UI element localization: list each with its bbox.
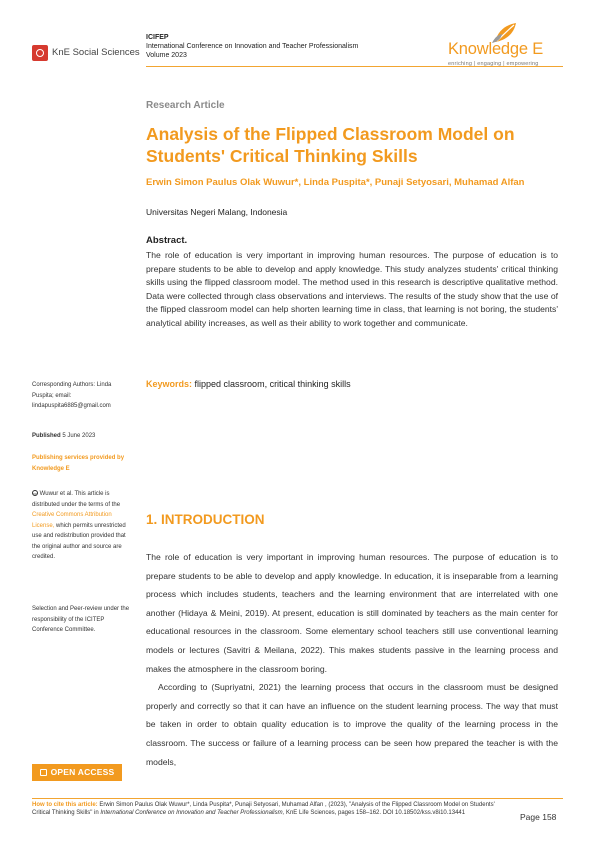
kne-social-sciences-logo bbox=[32, 43, 140, 63]
kne-logo-icon bbox=[32, 45, 48, 61]
section-heading-introduction: 1. INTRODUCTION bbox=[146, 512, 265, 527]
conference-header bbox=[146, 33, 358, 60]
knowledge-e-logo-text: Knowledge E bbox=[448, 40, 544, 58]
citation-footer bbox=[32, 801, 512, 817]
open-access-label: OPEN ACCESS bbox=[50, 767, 115, 777]
article-title: Analysis of the Flipped Classroom Model on Students' Critical Thinking Skills bbox=[146, 124, 515, 166]
knowledge-e-tagline: enriching | engaging | empowering bbox=[448, 61, 539, 67]
keywords-label: Keywords: bbox=[146, 379, 193, 389]
corresponding-email[interactable]: lindapuspita6885@gmail.com bbox=[32, 403, 111, 409]
publishing-services: Publishing services provided by Knowledge E bbox=[32, 455, 125, 472]
corresponding-author bbox=[32, 380, 132, 412]
knowledge-e-logo bbox=[446, 22, 566, 72]
keywords-list: flipped classroom, critical thinking skills bbox=[194, 379, 351, 389]
open-access-badge bbox=[32, 764, 122, 781]
article-type: Research Article bbox=[146, 100, 225, 111]
conference-acronym: ICIFEP bbox=[146, 34, 169, 41]
article-authors: Erwin Simon Paulus Olak Wuwur*, Linda Puspita*, Punaji Setyosari, Muhamad Alfan bbox=[146, 177, 525, 188]
license-link[interactable]: Creative Commons Attribution License, bbox=[32, 512, 112, 529]
author-affiliation: Universitas Negeri Malang, Indonesia bbox=[146, 207, 288, 217]
citation-tail: KnE Life Sciences, pages 158–162. DOI 10.18502/kss.v8i10.13441 bbox=[285, 810, 466, 816]
peer-review-note: Selection and Peer-review under the responsibility of the ICITEP Conference Committee. bbox=[32, 606, 130, 633]
published-date bbox=[32, 431, 132, 442]
footer-divider bbox=[32, 798, 563, 799]
license-text-continued: which permits unrestricted use and redistribution provided that the original author and source are credited. bbox=[32, 522, 126, 560]
kne-logo-text: KnE Social Sciences bbox=[52, 47, 140, 58]
keywords bbox=[146, 379, 351, 389]
conference-name: International Conference on Innovation and Teacher Professionalism bbox=[146, 43, 359, 50]
paragraph: The role of education is very important in improving human resources. The purpose of education is to prepare students to be able to develop and apply knowledge. In education, it is inseparable from a learning process which includes students, teachers and the learning environment that are interrelated with one another (Hidaya & Meini, 2019). At present, education is still dominated by teachers as the main center for educational resources in the classroom. Some elementary school teachers still use conventional learning models or lectures (Savitri & Meilana, 2022). This makes students passive in the learning process and makes the atmosphere in the classroom boring. bbox=[146, 552, 558, 674]
published-label: Published bbox=[32, 433, 61, 439]
published-value: 5 June 2023 bbox=[62, 433, 96, 439]
paragraph: According to (Supriyatni, 2021) the learning process that occurs in the classroom must be designed properly and correctly so that it can have an influence on the student learning process. The way that must be taken in order to obtain quality education is to improve the quality of the learning process in the classroom. The success or failure of a learning process can be seen how prepared the teacher is with the models, bbox=[146, 682, 558, 767]
citation-text: Erwin Simon Paulus Olak Wuwur*, Linda Puspita*, Punaji Setyosari, Muhamad Alfan , (2023), "Analysis of the Flipped Classroom Model on Students' Critical Thinking Skills" in bbox=[32, 802, 495, 816]
body-text bbox=[146, 548, 558, 771]
creative-commons-icon: cc bbox=[33, 491, 37, 497]
license-text: Wuwur et al. This article is distributed under the terms of the bbox=[32, 491, 121, 508]
conference-volume: Volume 2023 bbox=[146, 52, 187, 59]
page-number: Page 158 bbox=[520, 812, 557, 822]
citation-label: How to cite this article: bbox=[32, 802, 98, 808]
abstract-heading: Abstract. bbox=[146, 235, 188, 246]
license-notice bbox=[32, 489, 132, 563]
abstract-text: The role of education is very important in improving human resources. The purpose of education is to prepare students to be able to develop and apply knowledge. This study analyzes students' critical thinking skills using the flipped classroom model. The method used in this research is descriptive qualitative method. Data were collected through class observations and interviews. The results of the study show that the use of the flipped classroom model can help shorten learning time in class, that learning is not boring, the students' analytical ability increases, as well as their ability to work together and communicate. bbox=[146, 250, 558, 328]
citation-journal: International Conference on Innovation and Teacher Professionalism, bbox=[100, 810, 285, 816]
corresponding-label: Corresponding Authors: Linda Puspita; email: bbox=[32, 382, 112, 399]
open-lock-icon bbox=[40, 769, 47, 776]
